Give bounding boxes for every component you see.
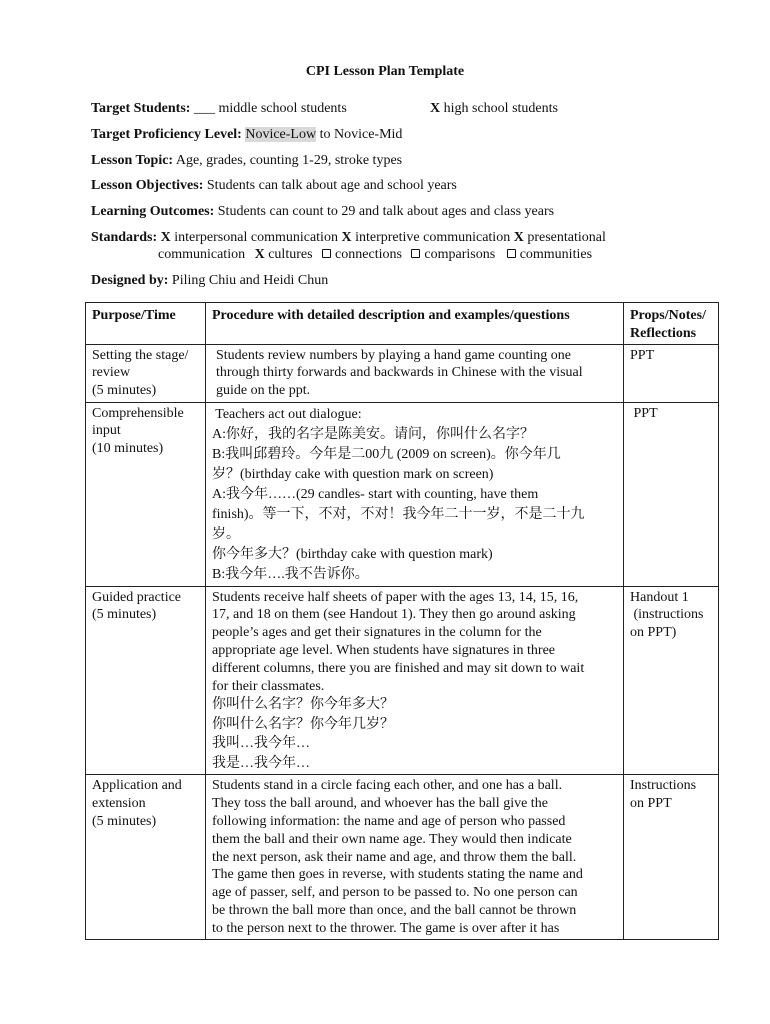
- purpose-line: (5 minutes): [92, 813, 157, 829]
- procedure-line: Students review numbers by playing a hand game counting one: [216, 347, 571, 363]
- procedure-line: different columns, there you are finished and may sit down to wait: [212, 660, 585, 676]
- table-row: [86, 775, 719, 939]
- procedure-cell: [206, 586, 624, 775]
- standard-interpersonal: interpersonal communication: [174, 230, 338, 245]
- table-header-row: [86, 303, 719, 345]
- procedure-line: finish)。等一下，不对，不对！我今年二十一岁，不是二十九: [212, 506, 585, 522]
- learning-outcomes-value: Students can count to 29 and talk about ages and class years: [217, 204, 555, 219]
- standard-mark: X: [341, 230, 352, 245]
- lesson-objectives-value: Students can talk about age and school years: [206, 178, 457, 193]
- procedure-cell: [206, 402, 624, 586]
- procedure-line: 我是…我今年…: [212, 755, 310, 771]
- standard-mark: X: [513, 230, 524, 245]
- lesson-objectives-label: Lesson Objectives:: [91, 178, 204, 193]
- proficiency-label: Target Proficiency Level:: [91, 127, 242, 142]
- high-school-option-group: [430, 100, 558, 118]
- props-line: Instructions: [630, 778, 697, 794]
- designed-by-line: [91, 272, 328, 290]
- procedure-line: B:我叫邱碧玲。今年是二00九 (2009 on screen)。你今年几: [212, 446, 561, 462]
- purpose-line: extension: [92, 796, 146, 812]
- purpose-line: (5 minutes): [92, 383, 157, 399]
- column-header-purpose: Purpose/Time: [86, 303, 206, 345]
- proficiency-line: [91, 126, 402, 144]
- middle-school-option: middle school students: [218, 101, 347, 116]
- procedure-line: A:你好，我的名字是陈美安。请问，你叫什么名字？: [212, 426, 534, 442]
- column-header-props: Props/Notes/ Reflections: [624, 303, 719, 345]
- designed-by-value: Piling Chiu and Heidi Chun: [171, 273, 329, 288]
- proficiency-to: to Novice-Mid: [319, 127, 403, 142]
- checkbox-icon: [322, 249, 331, 258]
- standards-communication: communication: [158, 247, 246, 262]
- document-title: CPI Lesson Plan Template: [305, 64, 465, 79]
- procedure-line: They toss the ball around, and whoever has the ball give the: [212, 796, 548, 812]
- lesson-topic-value: Age, grades, counting 1-29, stroke types: [175, 153, 403, 168]
- purpose-line: (10 minutes): [92, 441, 164, 457]
- table-row: [86, 586, 719, 775]
- proficiency-from: Novice-Low: [245, 127, 317, 142]
- purpose-line: Application and: [92, 778, 182, 794]
- standards-line-2: [158, 246, 592, 264]
- standard-connections: connections: [335, 247, 402, 262]
- procedure-line: 岁？(birthday cake with question mark on screen): [212, 466, 494, 482]
- table-row: [86, 402, 719, 586]
- purpose-cell: [86, 344, 206, 402]
- column-header-procedure: Procedure with detailed description and examples/questions: [206, 303, 624, 345]
- designed-by-label: Designed by:: [91, 273, 169, 288]
- procedure-line: 你今年多大？(birthday cake with question mark): [212, 546, 493, 562]
- props-line: Handout 1: [630, 589, 689, 605]
- props-cell: [624, 344, 719, 402]
- procedure-line: Students receive half sheets of paper with the ages 13, 14, 15, 16,: [212, 589, 579, 605]
- props-line: on PPT: [630, 796, 672, 812]
- procedure-line: be thrown the ball more than once, and the ball cannot be thrown: [212, 902, 577, 918]
- target-students-label: Target Students:: [91, 101, 191, 116]
- standard-mark: X: [254, 247, 265, 262]
- procedure-line: through thirty forwards and backwards in Chinese with the visual: [216, 365, 583, 381]
- procedure-line: age of passer, self, and person to be passed to. No one person can: [212, 885, 578, 901]
- purpose-line: Comprehensible: [92, 405, 184, 421]
- procedure-line: 你叫什么名字？你今年多大？: [212, 697, 394, 713]
- lesson-topic-label: Lesson Topic:: [91, 153, 174, 168]
- procedure-line: following information: the name and age of person who passed: [212, 813, 566, 829]
- procedure-line: A:我今年……(29 candles- start with counting, have them: [212, 486, 539, 502]
- purpose-line: review: [92, 365, 131, 381]
- high-school-mark: X: [430, 101, 441, 116]
- purpose-cell: [86, 586, 206, 775]
- lesson-plan-table: [85, 302, 719, 940]
- purpose-cell: [86, 775, 206, 939]
- middle-school-blank: ___: [193, 101, 215, 116]
- target-students-line: [91, 100, 711, 118]
- procedure-line: people’s ages and get their signatures in the column for the: [212, 625, 542, 641]
- standard-communities: communities: [519, 247, 593, 262]
- purpose-cell: [86, 402, 206, 586]
- standard-presentational: presentational: [527, 230, 606, 245]
- checkbox-icon: [411, 249, 420, 258]
- props-cell: [624, 586, 719, 775]
- procedure-line: 你叫什么名字？你今年几岁？: [212, 716, 394, 732]
- learning-outcomes-line: [91, 203, 554, 221]
- procedure-cell: [206, 775, 624, 939]
- lesson-objectives-line: [91, 177, 457, 195]
- props-cell: [624, 775, 719, 939]
- procedure-line: 我叫…我今年…: [212, 736, 310, 752]
- procedure-line: 17, and 18 on them (see Handout 1). They then go around asking: [212, 607, 576, 623]
- purpose-line: Setting the stage/: [92, 347, 189, 363]
- props-line: on PPT): [630, 625, 677, 641]
- procedure-line: guide on the ppt.: [216, 383, 311, 399]
- standard-cultures: cultures: [268, 247, 313, 262]
- purpose-line: Guided practice: [92, 589, 182, 605]
- lesson-topic-line: [91, 152, 402, 170]
- standards-label: Standards:: [91, 230, 158, 245]
- procedure-line: for their classmates.: [212, 678, 325, 694]
- procedure-line: appropriate age level. When students have signatures in three: [212, 642, 556, 658]
- checkbox-icon: [507, 249, 516, 258]
- purpose-line: input: [92, 423, 121, 439]
- props-line: PPT: [630, 405, 658, 421]
- standard-comparisons: comparisons: [424, 247, 496, 262]
- procedure-line: Students stand in a circle facing each other, and one has a ball.: [212, 778, 563, 794]
- procedure-line: B:我今年….我不告诉你。: [212, 566, 369, 582]
- procedure-line: them the ball and their own name age. They would then indicate: [212, 831, 572, 847]
- procedure-line: the next person, ask their name and age, and throw them the ball.: [212, 849, 577, 865]
- procedure-cell: [206, 344, 624, 402]
- props-line: PPT: [630, 347, 655, 363]
- props-cell: [624, 402, 719, 586]
- props-line: (instructions: [630, 607, 704, 623]
- standard-interpretive: interpretive communication: [355, 230, 511, 245]
- procedure-line: The game then goes in reverse, with students stating the name and: [212, 867, 583, 883]
- standards-line-1: [91, 229, 606, 247]
- procedure-line: to the person next to the thrower. The game is over after it has: [212, 920, 560, 936]
- procedure-line: Teachers act out dialogue:: [212, 406, 362, 422]
- purpose-line: (5 minutes): [92, 607, 157, 623]
- table-row: [86, 344, 719, 402]
- high-school-option: high school students: [443, 101, 558, 116]
- learning-outcomes-label: Learning Outcomes:: [91, 204, 215, 219]
- procedure-line: 岁。: [212, 526, 240, 542]
- standard-mark: X: [160, 230, 171, 245]
